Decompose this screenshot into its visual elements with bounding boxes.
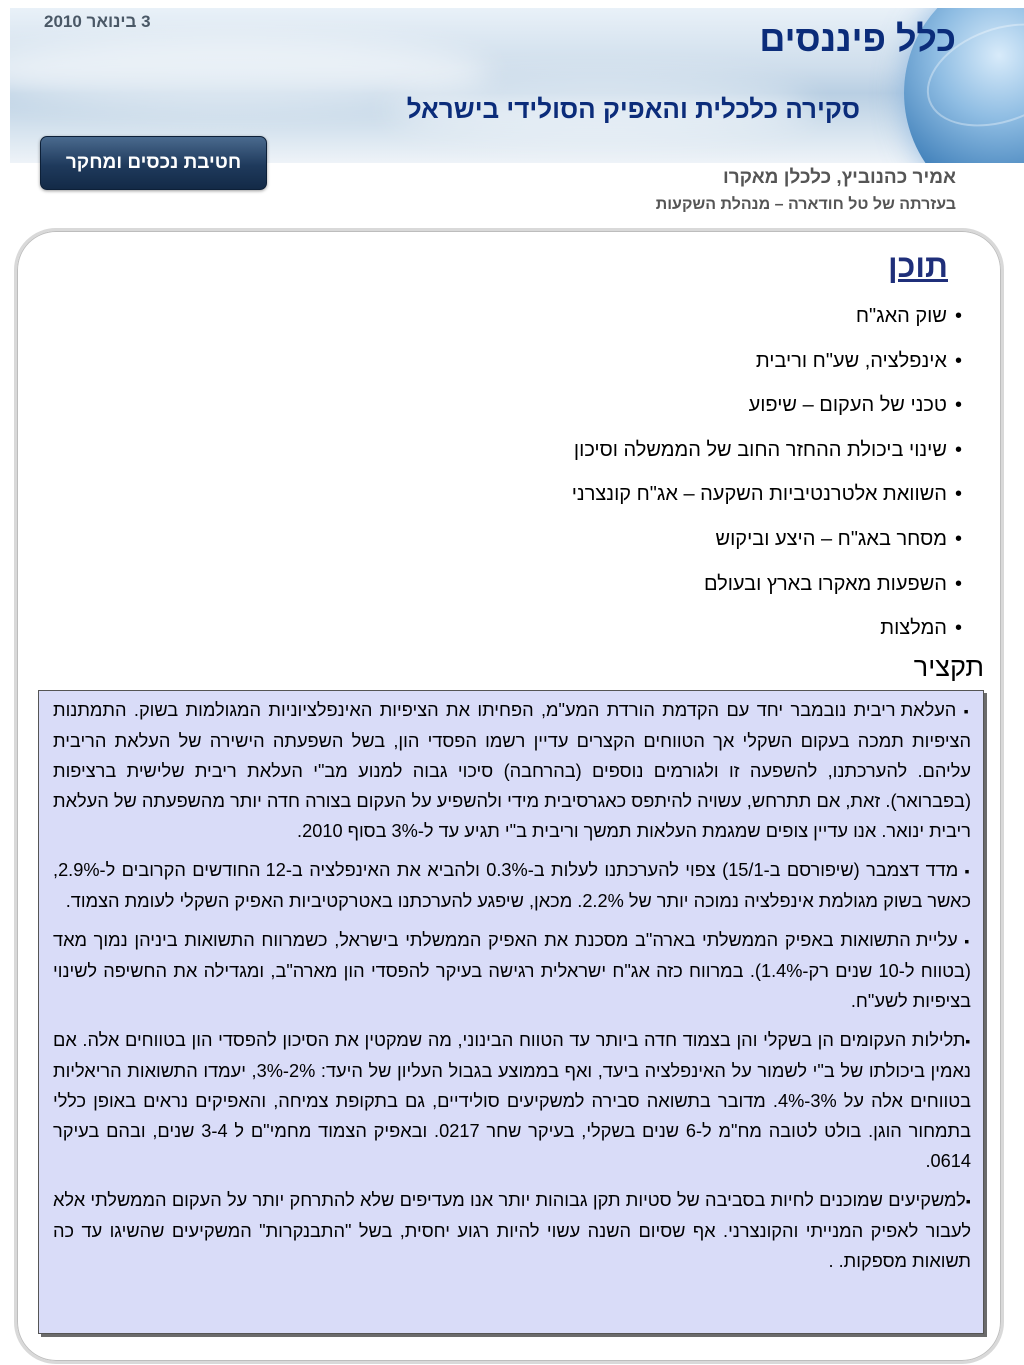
summary-box	[38, 690, 984, 1334]
square-bullet-icon: ▪	[965, 1033, 971, 1049]
report-title: סקירה כלכלית והאפיק הסולידי בישראל	[406, 94, 860, 124]
toc-item: • שוק האג"ח	[362, 294, 962, 339]
square-bullet-icon: ▪	[965, 1193, 971, 1209]
toc-item: • השפעות מאקרו בארץ ובעולם	[362, 562, 962, 607]
toc-item: • המלצות	[362, 606, 962, 651]
assistant-line: בעזרתה של טל חודארה – מנהלת השקעות	[655, 196, 956, 213]
summary-paragraph	[53, 695, 971, 846]
brand-logo-text: כלל פיננסים	[759, 18, 956, 59]
summary-text: למשקיעים שמוכנים לחיות בסביבה של סטיות תקן גבוהות יותר אנו מעדיפים שלא להתרחק יותר על העקום הממשלתי אלא לעבור לאפיק המנייתי והקונצרני. אף שסיום השנה עשוי להיות רגוע יחסית, בשל "התבנקרות" המשקיעים שהשיגו עד כה תשואות מספקות. .	[53, 1190, 971, 1271]
square-bullet-icon: ▪	[964, 863, 971, 879]
summary-paragraph	[53, 1025, 971, 1176]
toc-title: תוכן	[888, 248, 948, 284]
author-line: אמיר כהנוביץ, כלכלן מאקרו	[722, 167, 956, 188]
toc-list	[362, 294, 962, 651]
square-bullet-icon: ▪	[964, 933, 972, 949]
toc-item: • השוואת אלטרנטיביות השקעה – אג"ח קונצרני	[362, 472, 962, 517]
summary-title: תקציר	[913, 652, 984, 682]
toc-item: • טכני של העקום – שיפוע	[362, 383, 962, 428]
square-bullet-icon: ▪	[963, 703, 971, 719]
summary-text: מדד דצמבר (שיפורסם ב-15/1) צפוי להערכתנו לעלות ב-0.3% ולהביא את האינפלציה ב-12 החודשים הקרובים ל-2.9%, כאשר בשוק מגולמת אינפלציה נמוכה יותר של 2.2%. מכאן, שיפגע להערכתנו באטרקטיביות האפיק השקלי לעומת הצמוד.	[53, 860, 971, 911]
summary-paragraph	[53, 855, 971, 916]
summary-text: עליית התשואות באפיק הממשלתי בארה"ב מסכנת את האפיק הממשלתי בישראל, כשמרווח התשואות ביניהן נמוך מאד (בטווח ל-10 שנים רק-1.4%). במרווח כזה אג"ח ישראלית רגישה בעיקר להפסדי הון מארה"ב, ומגדילה את החשיפה לשינוי בציפיות לשע"ח.	[53, 930, 971, 1011]
report-date: 3 בינואר 2010	[44, 12, 151, 31]
summary-paragraph	[53, 925, 971, 1016]
toc-item: • שינוי ביכולת ההחזר החוב של הממשלה וסיכון	[362, 428, 962, 473]
summary-text: תלילות העקומים הן בשקלי והן בצמוד חדה ביותר עד הטווח הבינוני, מה שמקטין את הסיכון להפסדי הון בטווחים אלה. אם נאמין ביכולתו של ב"י לשמור על האינפלציה ביעד, ואף בממוצע בגבול העליון של היעד: 2%-3%, יעמדו התשואות הריאליות בטווחים אלה על 3%-4%. מדובר בתשואה סבירה למשקיעים סולידיים, גם בתקופת צמיחה, והאפיקים נראים באופן כללי בתמחור הוגן. בולט לטובה מח"מ ל-6 שנים בשקלי, בעיקר שחר 0217. ובאפיק הצמוד מחמי"ם ל 3-4 שנים, ובהם בעיקר 0614.	[53, 1030, 971, 1171]
toc-item: • מסחר באג"ח – היצע וביקוש	[362, 517, 962, 562]
summary-paragraph	[53, 1185, 971, 1276]
toc-item: • אינפלציה, שע"ח וריבית	[362, 339, 962, 384]
department-button[interactable]: חטיבת נכסים ומחקר	[40, 136, 267, 190]
summary-text: העלאת ריבית נובמבר יחד עם הקדמת הורדת המע"מ, הפחיתו את הציפיות האינפלציוניות המגולמות בשוק. התמתנות הציפיות תמכה בעקום השקלי אך הטווחים הקצרים עדיין רשמו הפסדי הון, בשל השפעתה הישירה של העלאת הריבית עליהם. להערכתנו, להשפעה זו ולגורמים נוספים (בהרחבה) סיכוי גבוה למנוע מב"י העלאת ריבית שלישית ברציפות (בפברואר). זאת, אם תתרחש, עשויה להיתפס כאגרסיבית מידי ולהשפיע על העקום בצורה חדה יותר מהשפעתה של העלאת ריבית ינואר. אנו עדיין צופים שמגמת העלאות תמשך וריבית ב"י תגיע עד ל-3% בסוף 2010.	[53, 700, 971, 841]
